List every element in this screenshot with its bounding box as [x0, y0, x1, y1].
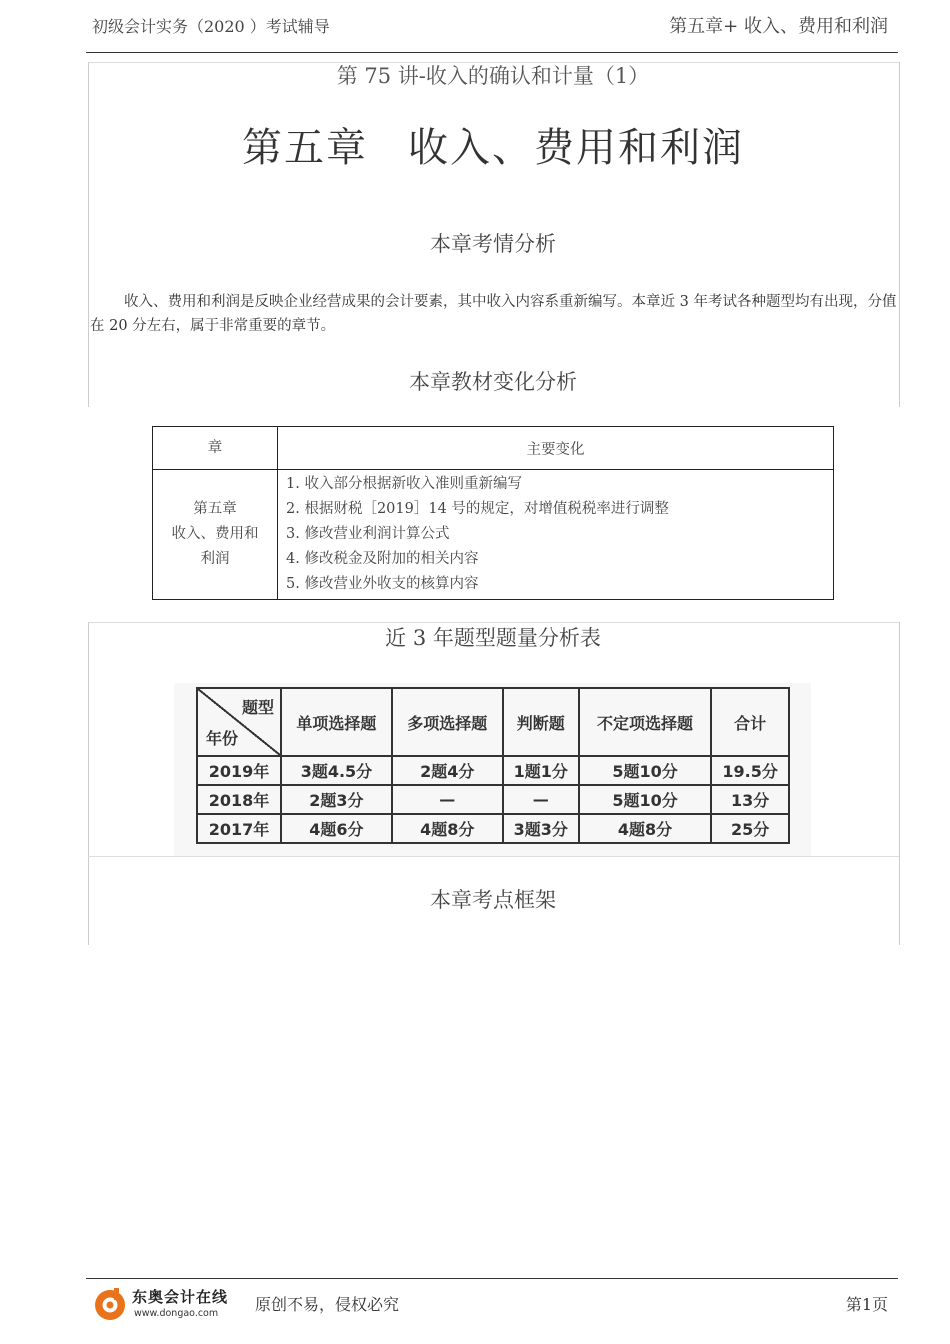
table-cell: — — [392, 785, 503, 814]
row-year: 2017年 — [197, 814, 281, 843]
header-divider — [86, 52, 898, 53]
changes-header-main: 主要变化 — [278, 427, 834, 470]
changes-header-chapter: 章 — [153, 427, 278, 470]
footer-divider — [86, 1278, 898, 1279]
changes-table — [152, 426, 834, 600]
page-number: 第1页 — [845, 1295, 888, 1314]
footer-slogan: 原创不易，侵权必究 — [255, 1295, 400, 1314]
logo-url: www.dongao.com — [134, 1308, 219, 1319]
table-row — [197, 756, 789, 785]
row-year: 2018年 — [197, 785, 281, 814]
row-year: 2019年 — [197, 756, 281, 785]
section-exam-analysis: 本章考情分析 — [430, 232, 556, 256]
exam-analysis-text: 收入、费用和利润是反映企业经营成果的会计要素，其中收入内容系重新编写。本章近 3 年考试各种题型均有出现，分值在 20 分左右，属于非常重要的章节。 — [90, 294, 897, 334]
change-item: 5. 修改营业外收支的核算内容 — [286, 576, 479, 592]
table-cell: 4题8分 — [392, 814, 503, 843]
header-left-title: 初级会计实务（2020 ）考试辅导 — [92, 17, 330, 36]
header-multiple-choice: 多项选择题 — [392, 688, 503, 756]
chapter-title — [88, 116, 898, 173]
change-item: 2. 根据财税［2019］14 号的规定，对增值税税率进行调整 — [286, 501, 669, 517]
logo-name: 东奥会计在线 — [132, 1288, 229, 1306]
section-question-analysis: 近 3 年题型题量分析表 — [385, 626, 601, 650]
changes-chapter-line: 第五章 — [193, 501, 237, 517]
dongao-logo — [90, 1282, 236, 1326]
header-right-title: 第五章+ 收入、费用和利润 — [669, 16, 888, 37]
table-row — [197, 814, 789, 843]
changes-chapter-line: 收入、费用和 — [171, 526, 259, 542]
chapter-number: 第五章 — [242, 125, 368, 171]
header-single-choice: 单项选择题 — [281, 688, 392, 756]
table-corner-cell — [197, 688, 281, 756]
corner-label-year: 年份 — [206, 729, 239, 748]
corner-label-type: 题型 — [241, 698, 274, 717]
table-cell: 19.5分 — [711, 756, 789, 785]
table-cell: 1题1分 — [503, 756, 579, 785]
exam-analysis-paragraph — [90, 290, 898, 338]
change-item: 3. 修改营业利润计算公式 — [286, 526, 450, 542]
section-textbook-changes: 本章教材变化分析 — [409, 370, 577, 394]
table-cell: 4题6分 — [281, 814, 392, 843]
header-true-false: 判断题 — [503, 688, 579, 756]
header-total: 合计 — [711, 688, 789, 756]
table-cell: 2题4分 — [392, 756, 503, 785]
changes-chapter-line: 利润 — [200, 551, 230, 567]
chapter-name: 收入、费用和利润 — [408, 125, 744, 171]
table-cell: 13分 — [711, 785, 789, 814]
section-divider — [88, 856, 899, 857]
logo-mark-icon — [92, 1286, 128, 1322]
table-cell: — — [503, 785, 579, 814]
change-item: 1. 收入部分根据新收入准则重新编写 — [286, 476, 522, 492]
header-indefinite-choice: 不定项选择题 — [579, 688, 711, 756]
section-framework: 本章考点框架 — [430, 888, 556, 912]
lecture-title: 第 75 讲-收入的确认和计量（1） — [336, 64, 650, 88]
table-cell: 3题4.5分 — [281, 756, 392, 785]
changes-chapter-cell — [153, 470, 278, 600]
change-item: 4. 修改税金及附加的相关内容 — [286, 551, 479, 567]
table-cell: 5题10分 — [579, 785, 711, 814]
table-cell: 3题3分 — [503, 814, 579, 843]
table-cell: 4题8分 — [579, 814, 711, 843]
question-analysis-table — [196, 687, 790, 844]
table-row — [197, 785, 789, 814]
changes-items-cell — [278, 470, 834, 600]
table-cell: 25分 — [711, 814, 789, 843]
table-cell: 5题10分 — [579, 756, 711, 785]
table-cell: 2题3分 — [281, 785, 392, 814]
